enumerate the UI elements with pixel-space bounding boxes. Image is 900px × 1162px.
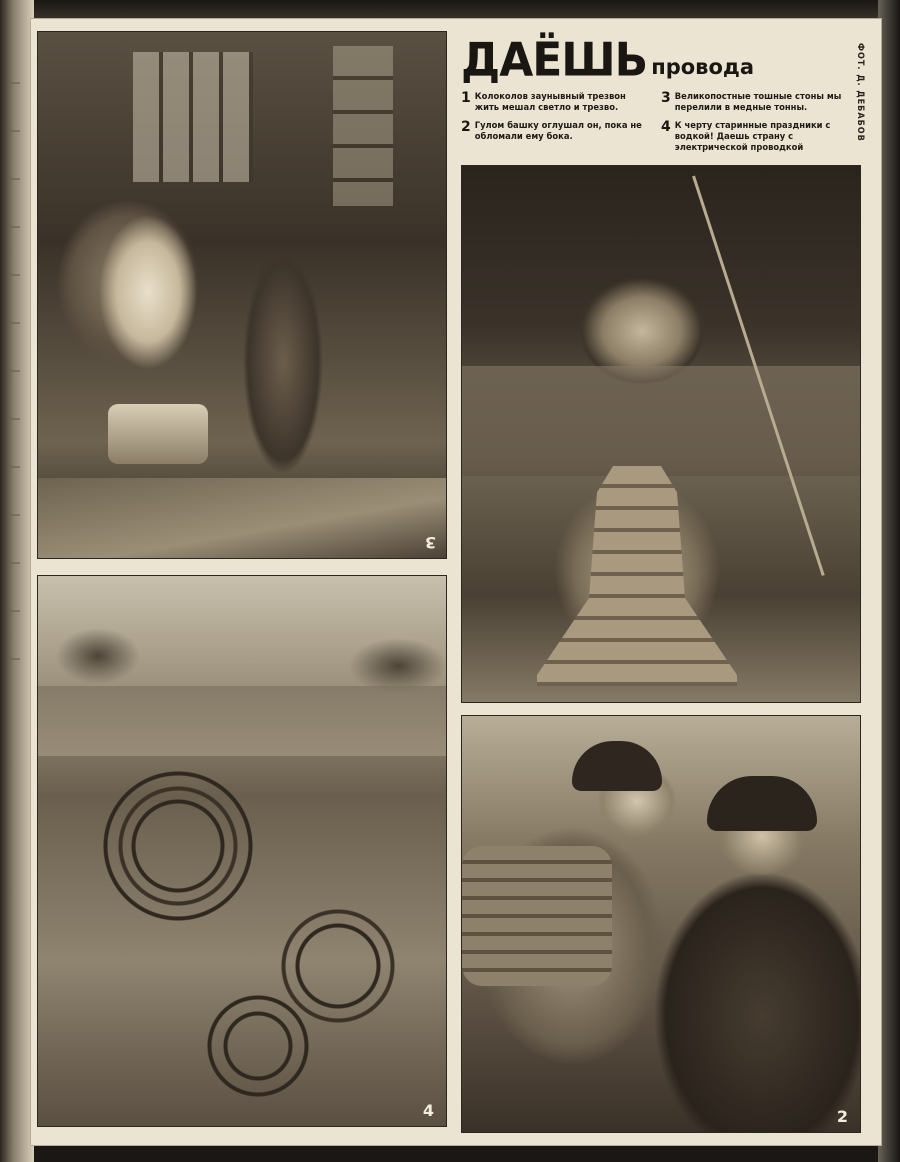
photo-wire-coils [37,575,447,1127]
worker-cap [707,776,817,831]
caption-text: Великопостные тошные стоны мы перелили в медные тонны. [674,91,842,113]
headline-sub: провода [651,55,755,79]
caption-list [461,91,861,154]
bell-fragment [462,846,612,986]
headline-block [461,33,865,161]
caption-text: К черту старинные праздники с водкой! Даешь страну с электрической проводкой [674,119,831,153]
background-fence [38,686,447,756]
caption-number: 4 [661,118,671,135]
caption-text: Колоколов заунывный трезвон жить мешал светло и трезво. [474,91,626,113]
photo-number: 3 [424,533,436,552]
caption-item [661,120,851,154]
caption-item [461,91,651,114]
binding-marks [8,60,20,660]
caption-number: 3 [661,90,671,106]
factory-window [133,52,253,182]
caption-item [461,120,651,154]
caption-item [661,91,851,114]
photo-bell-lifting [461,165,861,703]
foundry-floor [38,478,447,558]
caption-number: 1 [461,90,471,106]
photo-credit: ФОТ. Д. ДЕБАБОВ [855,43,865,142]
church-bell [537,466,737,686]
headline-main: ДАЁШЬ [461,33,648,88]
photo-foundry-workers [37,31,447,559]
photo-number: 2 [836,1107,848,1126]
background-trees [38,616,447,696]
worker-cap [572,741,662,791]
headline [461,33,861,88]
caption-number: 2 [461,118,471,135]
photo-number: 4 [422,1101,434,1120]
factory-window [333,46,393,206]
magazine-page [30,18,882,1146]
foundry-wall [462,366,861,476]
molten-metal-ladle [108,404,208,464]
caption-text: Гулом башку оглушал он, пока не обломали ему бока. [474,119,642,142]
photo-workers-with-bell-fragment [461,715,861,1133]
